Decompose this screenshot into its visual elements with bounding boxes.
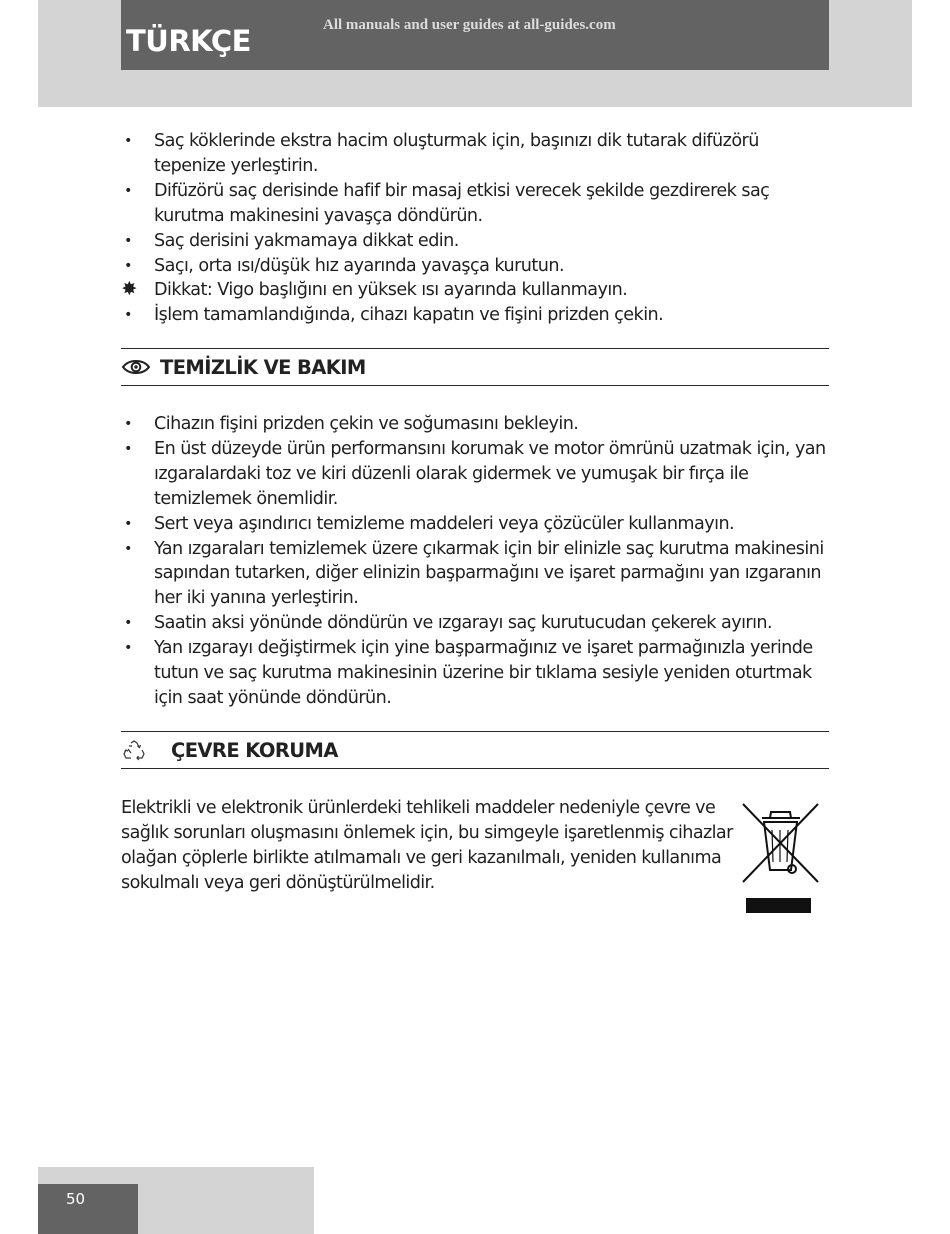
- bullet-icon: •: [124, 133, 132, 149]
- watermark: All manuals and user guides at all-guides.com: [323, 17, 616, 33]
- language-title: TÜRKÇE: [126, 24, 251, 58]
- list-item: [121, 254, 829, 279]
- list-item: [121, 179, 829, 229]
- bullet-icon: •: [124, 182, 132, 199]
- warning-star-icon: ✸: [121, 278, 137, 301]
- bullet-icon: •: [124, 540, 132, 557]
- bullet-icon: •: [124, 615, 132, 632]
- cleaning-section-title: TEMİZLİK VE BAKIM: [160, 356, 366, 379]
- intro-bullet-list: [121, 129, 829, 328]
- list-item: [121, 412, 829, 437]
- list-item-text: Saatin aksi yönünde döndürün ve ızgarayı saç kurutucudan çekerek ayırın.: [154, 613, 773, 634]
- list-item-text: Cihazın fişini prizden çekin ve soğumasını bekleyin.: [154, 414, 579, 434]
- list-item: [121, 129, 829, 179]
- list-item: [121, 229, 829, 254]
- list-item-text: Saçı, orta ısı/düşük hız ayarında yavaşça kurutun.: [154, 255, 564, 276]
- bullet-icon: •: [124, 307, 132, 324]
- environment-section-header: [121, 731, 829, 769]
- list-item: [121, 512, 829, 537]
- intro-section: [121, 129, 829, 328]
- environment-section-title: ÇEVRE KORUMA: [171, 739, 338, 762]
- environment-text: Elektrikli ve elektronik ürünlerdeki tehlikeli maddeler nedeniyle çevre ve sağlık sorunları oluşmasını önlemek için, bu simgeyle işaretlenmiş cihazlar olağan çöplerle birlikte atılmamalı ve geri kazanılmalı, yeniden kullanıma sokulmalı veya geri dönüştürülmelidir.: [121, 798, 733, 893]
- list-item: [121, 636, 829, 711]
- eye-icon: [121, 358, 151, 376]
- list-item-text: İşlem tamamlandığında, cihazı kapatın ve fişini prizden çekin.: [154, 305, 664, 326]
- list-item-text: En üst düzeyde ürün performansını korumak ve motor ömrünü uzatmak için, yan ızgaralardaki toz ve kiri düzenli olarak gidermek ve yumuşak bir fırça ile temizlemek önemlidir.: [154, 438, 826, 509]
- cleaning-section-header: [121, 348, 829, 386]
- list-item-text: Difüzörü saç derisinde hafif bir masaj etkisi verecek şekilde gezdirerek saç kurutma makinesini yavaşça döndürün.: [154, 180, 770, 226]
- list-item: [121, 303, 829, 328]
- bullet-icon: •: [124, 232, 132, 249]
- cleaning-bullet-list: [121, 412, 829, 711]
- bullet-icon: •: [124, 515, 132, 532]
- page-number: 50: [66, 1190, 86, 1208]
- list-item-text: Dikkat: Vigo başlığını en yüksek ısı ayarında kullanmayın.: [154, 280, 628, 301]
- list-item-text: Yan ızgaraları temizlemek üzere çıkarmak için bir elinizle saç kurutma makinesini sapından tutarken, diğer elinizin başparmağını ve işaret parmağını yan ızgaranın her iki yanına yerleştirin.: [154, 538, 824, 609]
- list-item: [121, 437, 829, 512]
- bullet-icon: •: [124, 416, 132, 432]
- list-item-text: Yan ızgarayı değiştirmek için yine başparmağınız ve işaret parmağınızla yerinde tutun ve saç kurutma makinesinin üzerine bir tıklama sesiyle yeniden oturtmak için saat yönünde döndürün.: [154, 638, 813, 708]
- bullet-icon: •: [124, 257, 132, 274]
- bullet-icon: •: [124, 640, 132, 657]
- list-item: [121, 278, 829, 303]
- list-item: [121, 611, 829, 636]
- list-item-text: Saç köklerinde ekstra hacim oluşturmak için, başınızı dik tutarak difüzörü tepenize yerleştirin.: [154, 131, 759, 176]
- bullet-icon: •: [124, 440, 132, 457]
- footer-tab: [38, 1184, 138, 1234]
- crossed-out-bin-icon: [740, 800, 822, 916]
- list-item-text: Saç derisini yakmamaya dikkat edin.: [154, 230, 459, 251]
- list-item: [121, 537, 829, 612]
- cleaning-section: [121, 412, 829, 711]
- recycle-icon: [122, 740, 146, 762]
- list-item-text: Sert veya aşındırıcı temizleme maddeleri veya çözücüler kullanmayın.: [154, 513, 735, 534]
